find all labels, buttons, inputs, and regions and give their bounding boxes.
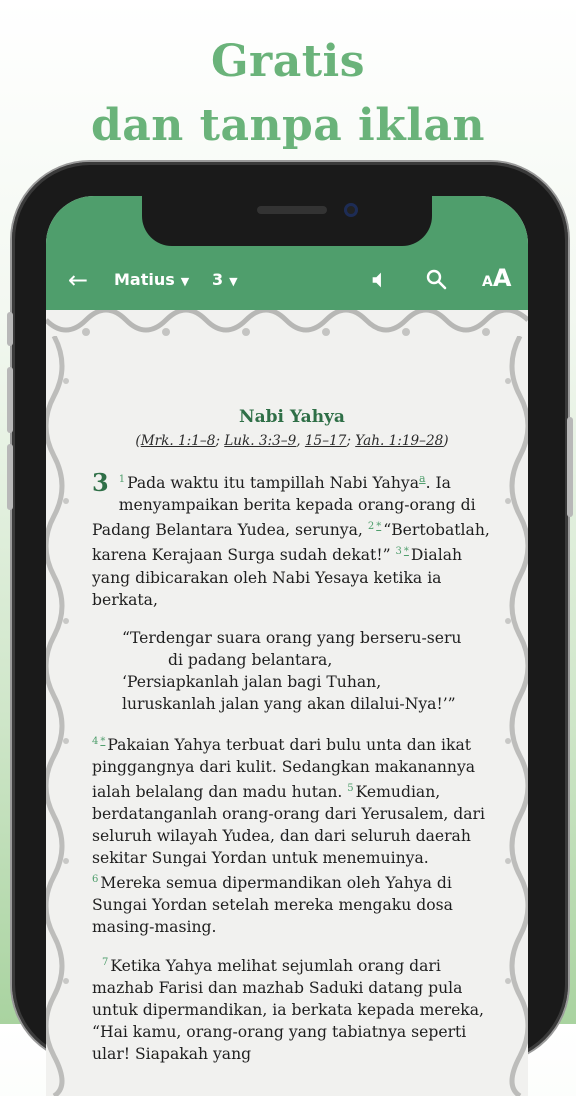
chapter-number: 3 (212, 270, 224, 289)
verse-paragraph (92, 731, 492, 939)
search-icon[interactable] (424, 267, 448, 291)
chapter-drop-number: 3 (92, 468, 109, 497)
app-screen (46, 196, 528, 1096)
ornamental-frame-left (46, 336, 76, 1096)
footnote-link[interactable]: a (419, 472, 426, 485)
promo-title-line2: dan tanpa iklan (91, 100, 485, 151)
ref-link[interactable]: 15–17 (304, 433, 347, 449)
verse-paragraph (92, 468, 492, 611)
phone-volume-down (7, 444, 13, 510)
verse-text: Kemudian, berdatanganlah orang-orang dari Yerusalem, dari seluruh wilayah Yudea, dan dari seluruh daerah sekitar Sungai Yordan untuk menemuinya. (92, 782, 485, 867)
phone-notch (142, 196, 432, 246)
verse-number[interactable]: 4 (92, 735, 99, 747)
cross-ref-marker[interactable]: * (100, 735, 106, 747)
phone-power-button (567, 417, 573, 517)
poem-line: di padang belantara, (168, 650, 333, 669)
app-toolbar (46, 252, 528, 310)
cross-ref-marker[interactable]: * (403, 546, 409, 558)
verse-text: Pada waktu itu tampillah Nabi Yahya (127, 474, 420, 493)
poem-line: ‘Persiapkanlah jalan bagi Tuhan, (122, 672, 382, 691)
section-heading: Nabi Yahya (239, 407, 345, 427)
phone-volume-up (7, 367, 13, 433)
poem-line: “Terdengar suara orang yang berseru-seru (122, 628, 462, 647)
poem-line: luruskanlah jalan yang akan dilalui-Nya!’” (122, 694, 456, 713)
ref-link[interactable]: Yah. 1:19–28 (355, 433, 444, 449)
phone-mute-switch (7, 312, 13, 346)
verse-text: . Ia menyampaikan berita kepada orang-orang di Padang Belantara Yudea, serunya, (92, 474, 476, 540)
verse-text: Pakaian Yahya terbuat dari bulu unta dan ikat pinggangnya dari kulit. Sedangkan makanannya ialah belalang dan madu hutan. (92, 735, 476, 801)
poetry-block (122, 627, 492, 715)
caret-down-icon: ▼ (180, 275, 190, 288)
chapter-selector[interactable] (212, 270, 238, 289)
caret-down-icon: ▼ (229, 275, 238, 288)
phone-frame (12, 162, 568, 1062)
promo-title-line1: Gratis (210, 36, 366, 87)
verse-paragraph (92, 952, 492, 1065)
verse-text: Ketika Yahya melihat sejumlah orang dari mazhab Farisi dan mazhab Saduki datang pula untuk dipermandikan, ia berkata kepada mereka, “Hai kamu, orang-orang yang tabiatnya seperti ular! Siapakah yang (92, 957, 484, 1064)
font-size-icon[interactable]: AA (482, 264, 512, 292)
ornamental-frame-top (46, 310, 528, 350)
scripture-content (92, 406, 492, 1065)
verse-number[interactable]: 5 (347, 782, 354, 794)
speaker-grille (257, 206, 327, 214)
verse-number[interactable]: 1 (118, 474, 126, 485)
verse-text: “Bertobatlah, karena Kerajaan Surga sudah dekat!” (92, 521, 490, 565)
verse-text: Mereka semua dipermandikan oleh Yahya di Sungai Yordan setelah mereka mengaku dosa masing-masing. (92, 874, 453, 937)
ornamental-frame-right (498, 336, 528, 1096)
cross-references: (Mrk. 1:1–8; Luk. 3:3–9, 15–17; Yah. 1:19–28) (135, 433, 449, 449)
book-selector[interactable] (114, 270, 189, 289)
verse-number[interactable]: 3 (395, 546, 402, 558)
book-name: Matius (114, 270, 175, 289)
ref-link[interactable]: Luk. 3:3–9 (224, 433, 297, 449)
front-camera (344, 203, 358, 217)
volume-icon[interactable] (369, 269, 391, 291)
verse-number[interactable]: 6 (92, 873, 99, 885)
verse-number[interactable]: 7 (102, 957, 109, 969)
verse-text: Dialah yang dibicarakan oleh Nabi Yesaya ketika ia berkata, (92, 546, 463, 609)
back-arrow-icon[interactable]: ← (68, 266, 89, 294)
cross-ref-marker[interactable]: * (376, 521, 382, 533)
verse-number[interactable]: 2 (367, 521, 375, 533)
ref-link[interactable]: Mrk. 1:1–8 (140, 433, 216, 449)
